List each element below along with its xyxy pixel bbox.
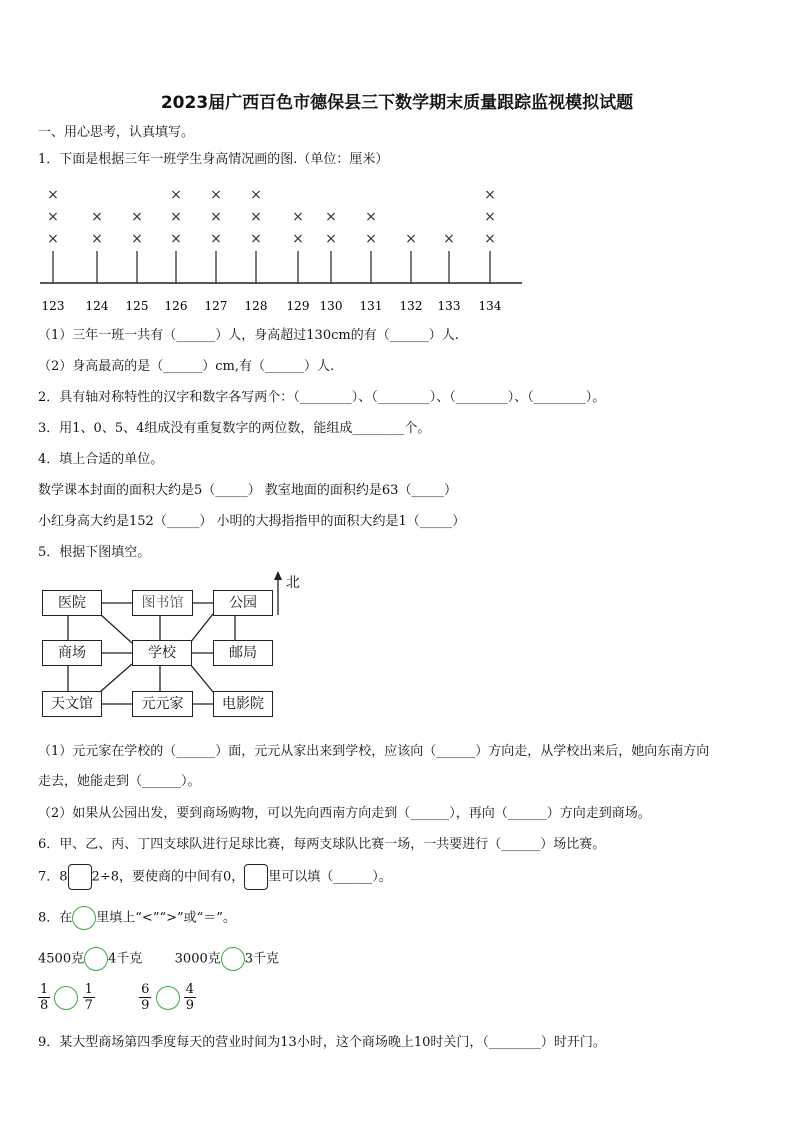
map-observatory: 天文馆 [42, 691, 102, 717]
dot-mark: × [405, 231, 417, 247]
dot-mark: × [250, 231, 262, 247]
q7 [38, 864, 392, 890]
q4-stem: 4．填上合适的单位。 [38, 452, 164, 467]
tick-label: 127 [204, 299, 228, 313]
q4-line1: 数学课本封面的面积大约是5（_____） 教室地面的面积约是63（_____） [38, 483, 457, 498]
tick-label: 131 [359, 299, 383, 313]
dot-mark: × [47, 187, 59, 203]
dot-mark: × [131, 209, 143, 225]
dot-mark: × [292, 231, 304, 247]
dot-mark: × [170, 209, 182, 225]
map-mall: 商场 [42, 640, 102, 666]
tick-label: 124 [85, 299, 109, 313]
tick-label: 129 [286, 299, 310, 313]
map-school: 学校 [132, 640, 192, 666]
q8-answer-circle-2[interactable] [221, 947, 245, 971]
dot-mark: × [484, 209, 496, 225]
dot-mark: × [365, 231, 377, 247]
dot-mark: × [484, 231, 496, 247]
dot-mark: × [91, 231, 103, 247]
q7-part1: 7．8 [38, 869, 68, 885]
q8-part2: 里填上“<”“>”或“＝”。 [96, 910, 236, 926]
dot-mark: × [210, 231, 222, 247]
dot-mark: × [292, 209, 304, 225]
map-hospital: 医院 [42, 590, 102, 616]
map-cinema: 电影院 [213, 691, 273, 717]
q1-stem: 1．下面是根据三年一班学生身高情况画的图.（单位：厘米） [38, 152, 389, 167]
map-yuanyuan-home: 元元家 [132, 691, 193, 717]
tick-label: 130 [319, 299, 343, 313]
q8-row1 [38, 947, 279, 971]
dot-mark: × [47, 209, 59, 225]
dot-mark: × [131, 231, 143, 247]
dot-mark: × [210, 209, 222, 225]
fraction-3: $\frac{6}{9}$ [141, 982, 150, 1013]
dot-mark: × [325, 209, 337, 225]
q5-sub1b: 走去，她能走到（______）。 [38, 774, 201, 789]
section-heading: 一、用心思考，认真填写。 [38, 125, 195, 140]
q8-sample-circle [72, 906, 96, 930]
q8-a-right: 4千克 [108, 951, 143, 967]
tick-label: 125 [125, 299, 149, 313]
q2: 2．具有轴对称特性的汉字和数字各写两个：（________）、（________）、（________）、（________）。 [38, 390, 606, 405]
q8-stem [38, 906, 236, 930]
dot-mark: × [210, 187, 222, 203]
q8-answer-circle-4[interactable] [156, 986, 180, 1010]
q8-part1: 8．在 [38, 910, 73, 926]
dot-mark: × [250, 187, 262, 203]
map-library: 图书馆 [132, 590, 193, 616]
tick-label: 133 [437, 299, 461, 313]
q7-part2: 2÷8，要使商的中间有0， [91, 869, 245, 885]
q4-line2: 小红身高大约是152（_____） 小明的大拇指指甲的面积大约是1（_____） [38, 514, 466, 529]
dot-mark: × [443, 231, 455, 247]
q8-b-right: 3千克 [244, 951, 280, 967]
tick-label: 123 [41, 299, 65, 313]
page-title: 2023届广西百色市德保县三下数学期末质量跟踪监视模拟试题 [160, 93, 634, 113]
tick-label: 134 [478, 299, 502, 313]
q5-stem: 5．根据下图填空。 [38, 545, 151, 560]
north-arrow-icon [274, 571, 282, 580]
dot-mark: × [170, 231, 182, 247]
north-label: 北 [286, 575, 300, 591]
dot-mark: × [365, 209, 377, 225]
fraction-2: $\frac{1}{7}$ [84, 982, 93, 1013]
q8-row2 [38, 982, 196, 1013]
map-park: 公园 [213, 590, 273, 616]
q6: 6．甲、乙、丙、丁四支球队进行足球比赛，每两支球队比赛一场，一共要进行（______）场比赛。 [38, 837, 606, 852]
dot-mark: × [325, 231, 337, 247]
q1-sub2: （2）身高最高的是（______）cm,有（______）人. [38, 359, 335, 374]
map-post-office: 邮局 [213, 640, 273, 666]
q9: 9．某大型商场第四季度每天的营业时间为13小时，这个商场晚上10时关门，（________）时开门。 [38, 1035, 606, 1050]
dot-mark: × [91, 209, 103, 225]
q8-b-left: 3000克 [174, 951, 221, 967]
q8-answer-circle-3[interactable] [54, 986, 78, 1010]
q1-sub1: （1）三年一班一共有（______）人，身高超过130cm的有（______）人. [38, 328, 459, 343]
q5-sub1a: （1）元元家在学校的（______）面，元元从家出来到学校，应该向（______）方向走，从学校出来后，她向东南方向 [38, 744, 710, 759]
q8-answer-circle-1[interactable] [84, 947, 108, 971]
q7-blank-box-1[interactable] [68, 864, 92, 890]
q8-a-left: 4500克 [38, 951, 85, 967]
q7-blank-box-2[interactable] [244, 864, 268, 890]
dot-mark: × [484, 187, 496, 203]
tick-label: 132 [399, 299, 423, 313]
fraction-4: $\frac{4}{9}$ [185, 982, 194, 1013]
tick-label: 128 [244, 299, 268, 313]
dot-mark: × [170, 187, 182, 203]
q7-part3: 里可以填（______）。 [268, 869, 392, 885]
dot-mark: × [47, 231, 59, 247]
fraction-1: $\frac{1}{8}$ [40, 982, 49, 1013]
tick-label: 126 [164, 299, 188, 313]
q5-sub2: （2）如果从公园出发，要到商场购物，可以先向西南方向走到（______），再向（______）方向走到商场。 [38, 806, 651, 821]
q3: 3．用1、0、5、4组成没有重复数字的两位数，能组成________个。 [38, 421, 431, 436]
dot-mark: × [250, 209, 262, 225]
